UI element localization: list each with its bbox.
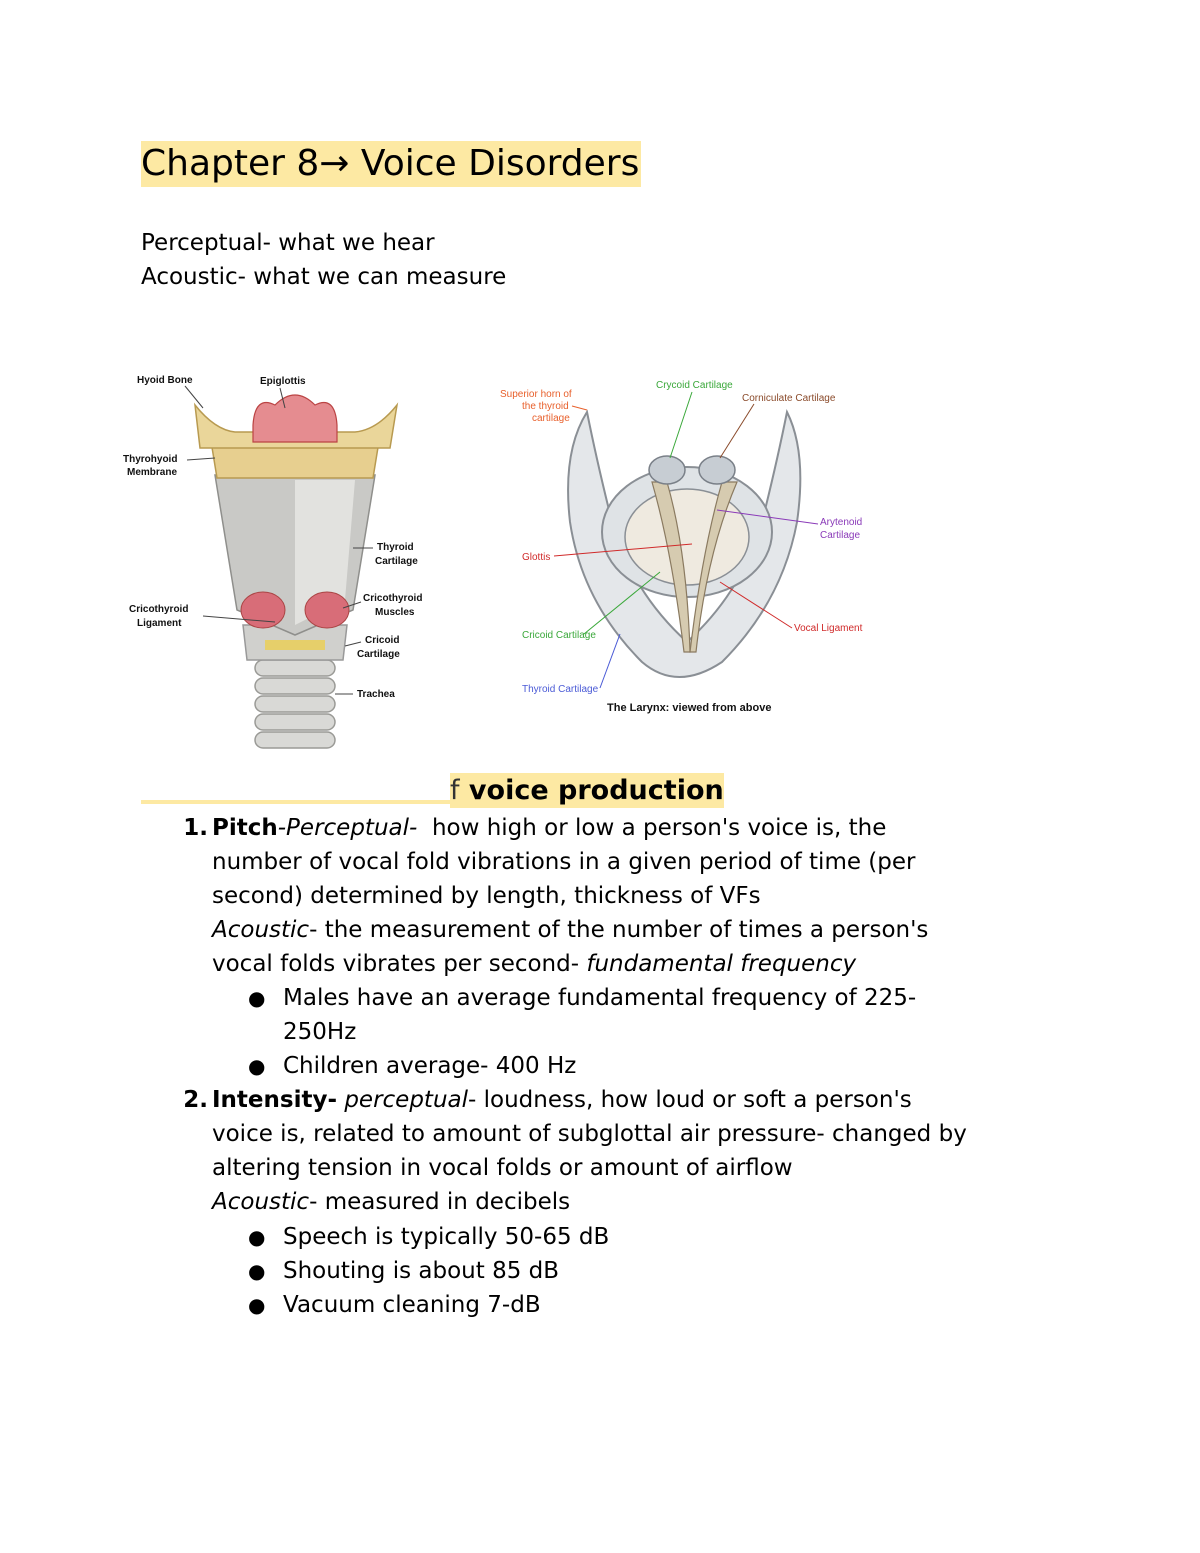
list-item-pitch bbox=[170, 811, 928, 981]
pitch-line-3: second) determined by length, thickness of VFs bbox=[212, 883, 761, 909]
pitch-acoustic-text: - the measurement of the number of times a person's bbox=[309, 917, 929, 943]
bullet-item bbox=[248, 981, 916, 1049]
label-thyroid-1: Thyroid bbox=[377, 542, 414, 553]
label-arytenoid-1: Arytenoid bbox=[820, 517, 863, 528]
label-thyroid-cartilage: Thyroid Cartilage bbox=[522, 684, 599, 695]
bullet-icon: ● bbox=[248, 1054, 266, 1078]
pitch-acoustic-line-1 bbox=[170, 913, 928, 947]
label-epiglottis: Epiglottis bbox=[260, 376, 306, 387]
larynx-superior-figure bbox=[492, 372, 877, 722]
label-cricoid-cartilage: Cricoid Cartilage bbox=[522, 630, 596, 641]
pitch-perceptual-label: -Perceptual- bbox=[277, 815, 418, 841]
pitch-acoustic-label: Acoustic bbox=[212, 917, 310, 943]
label-cricothyroid-lig-2: Ligament bbox=[137, 618, 182, 629]
label-corniculate-cartilage: Corniculate Cartilage bbox=[742, 393, 836, 404]
bullet-text-line-2: 250Hz bbox=[283, 1019, 357, 1045]
intensity-perceptual-text: - loudness, how loud or soft a person's bbox=[468, 1087, 912, 1113]
intensity-perceptual-label: perceptual bbox=[344, 1087, 469, 1113]
label-thyrohyoid-1: Thyrohyoid bbox=[123, 454, 178, 465]
intensity-term: Intensity- bbox=[212, 1087, 338, 1113]
label-thyroid-2: Cartilage bbox=[375, 556, 418, 567]
section-heading-highlight bbox=[141, 800, 451, 804]
bullet-item bbox=[248, 1254, 559, 1288]
bullet-icon: ● bbox=[248, 986, 266, 1010]
pitch-term: Pitch bbox=[212, 815, 278, 841]
bullet-text-line-1: Males have an average fundamental frequency of 225- bbox=[283, 985, 917, 1011]
pitch-acoustic-line-2-text: vocal folds vibrates per second- bbox=[212, 951, 580, 977]
pitch-line-2: number of vocal fold vibrations in a given period of time (per bbox=[212, 849, 916, 875]
larynx-anterior-figure bbox=[115, 360, 455, 760]
label-cricothyroid-mus-1: Cricothyroid bbox=[363, 593, 423, 604]
bullet-icon: ● bbox=[248, 1225, 266, 1249]
label-cricoid-1: Cricoid bbox=[365, 635, 400, 646]
section-heading bbox=[450, 773, 724, 808]
list-number: 2. bbox=[183, 1087, 208, 1113]
bullet-text-line-1: Speech is typically 50-65 dB bbox=[283, 1224, 610, 1250]
bullet-icon: ● bbox=[248, 1293, 266, 1317]
intensity-acoustic-line bbox=[170, 1185, 967, 1219]
bullet-text-line-1: Children average- 400 Hz bbox=[283, 1053, 577, 1079]
list-item-intensity bbox=[170, 1083, 967, 1219]
label-arytenoid-2: Cartilage bbox=[820, 530, 861, 541]
figure-caption: The Larynx: viewed from above bbox=[607, 702, 772, 714]
bullet-text-line-1: Shouting is about 85 dB bbox=[283, 1258, 560, 1284]
list-number: 1. bbox=[183, 815, 208, 841]
label-superior-horn-1: Superior horn of bbox=[500, 389, 572, 400]
label-crycoid-cartilage: Crycoid Cartilage bbox=[656, 380, 733, 391]
intensity-line-3: altering tension in vocal folds or amount of airflow bbox=[212, 1155, 793, 1181]
label-glottis: Glottis bbox=[522, 552, 551, 563]
bullet-item bbox=[248, 1220, 609, 1254]
pitch-line-1 bbox=[170, 811, 928, 845]
pitch-acoustic-line-2 bbox=[170, 947, 928, 981]
label-cricothyroid-mus-2: Muscles bbox=[375, 607, 415, 618]
pitch-acoustic-emphasis: fundamental frequency bbox=[586, 951, 857, 977]
intensity-acoustic-text: - measured in decibels bbox=[309, 1189, 571, 1215]
label-trachea: Trachea bbox=[357, 689, 395, 700]
label-superior-horn-3: cartilage bbox=[532, 413, 570, 424]
intro-perceptual: Perceptual- what we hear bbox=[141, 230, 435, 256]
label-hyoid-bone: Hyoid Bone bbox=[137, 375, 193, 386]
label-superior-horn-2: the thyroid bbox=[522, 401, 569, 412]
page-title: Chapter 8→ Voice Disorders bbox=[141, 141, 641, 187]
label-vocal-ligament: Vocal Ligament bbox=[794, 623, 863, 634]
bullet-text-line-1: Vacuum cleaning 7-dB bbox=[283, 1292, 541, 1318]
pitch-perceptual-text: how high or low a person's voice is, the bbox=[431, 815, 887, 841]
label-cricothyroid-lig-1: Cricothyroid bbox=[129, 604, 189, 615]
bullet-item bbox=[248, 1049, 576, 1083]
label-cricoid-2: Cartilage bbox=[357, 649, 400, 660]
bullet-icon: ● bbox=[248, 1259, 266, 1283]
label-thyrohyoid-2: Membrane bbox=[127, 467, 178, 478]
intensity-line-1 bbox=[170, 1083, 967, 1117]
intensity-acoustic-label: Acoustic bbox=[212, 1189, 310, 1215]
intensity-line-2: voice is, related to amount of subglottal air pressure- changed by bbox=[212, 1121, 967, 1147]
section-heading-lead: f bbox=[450, 775, 460, 806]
intro-acoustic: Acoustic- what we can measure bbox=[141, 264, 507, 290]
bullet-item bbox=[248, 1288, 541, 1322]
section-heading-text: voice production bbox=[468, 775, 724, 806]
